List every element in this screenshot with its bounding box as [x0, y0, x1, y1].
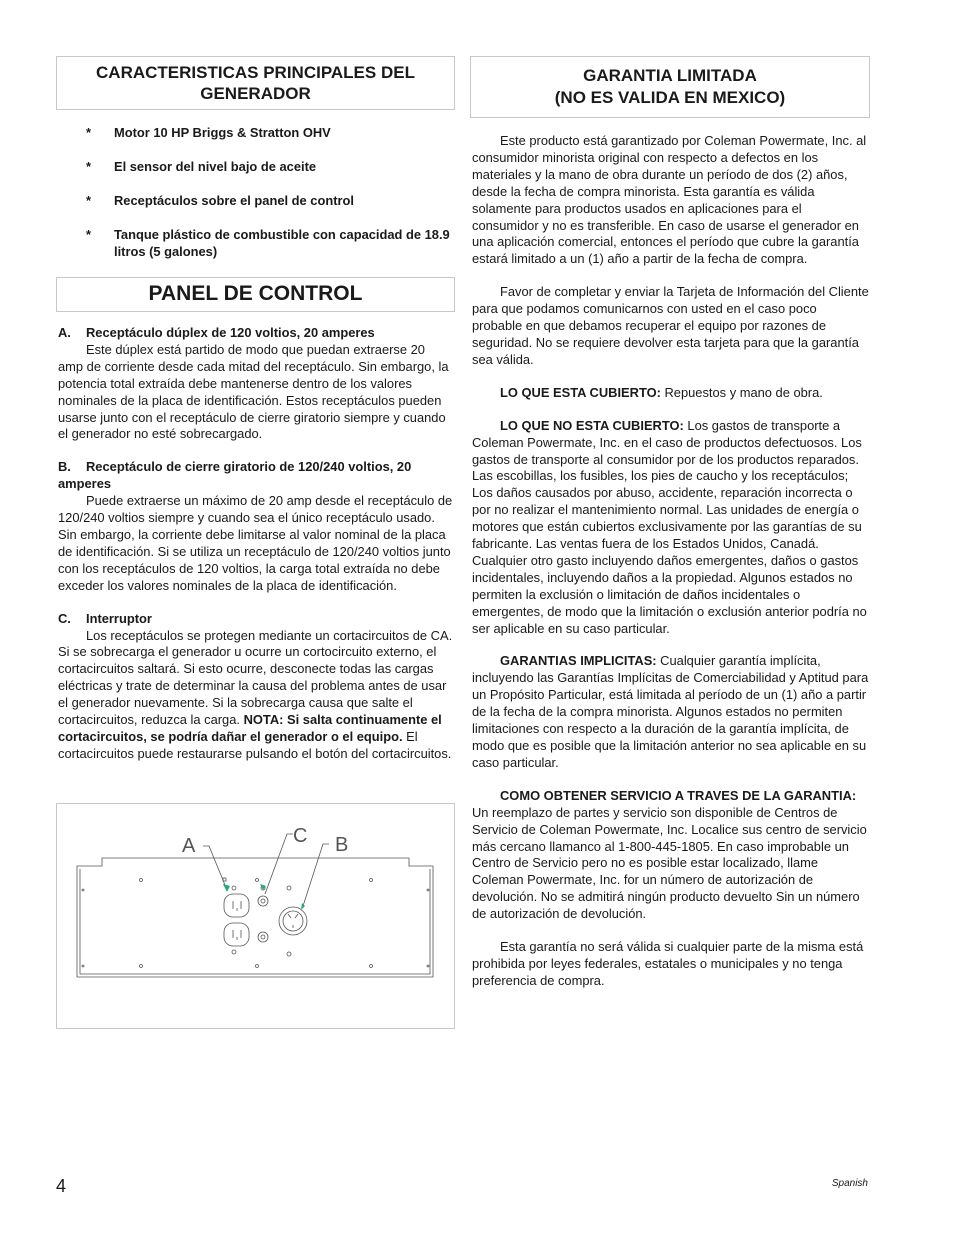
section-b-heading: B. Receptáculo de cierre giratorio de 120/240 voltios, 20 amperes: [58, 459, 412, 492]
control-panel-diagram: [56, 803, 455, 1029]
section-a-heading: A. Receptáculo dúplex de 120 voltios, 20 amperes: [58, 325, 375, 340]
section-b-body: Puede extraerse un máximo de 20 amp desde el receptáculo de 120/240 voltios siempre y cuando sea el único receptáculo usado. Sin embargo, la corriente debe limitarse al valor nominal de la placa de identificación. Si se utiliza un receptáculo de 120/240 voltios junto con los receptáculos de 120 voltios, la carga total extraída no debe exceder los valores nominales de la placa de identificación.: [58, 493, 453, 593]
warranty-paragraph-2: Favor de completar y enviar la Tarjeta de Información del Cliente para que podamos comunicarnos con usted en el caso poco probable en que debamos recuperar el equipo por razones de seguridad. No se requiere devolver esta tarjeta para que la garantía sea válida.: [472, 284, 869, 367]
language-label: Spanish: [831, 1178, 868, 1189]
bullet-mark: *: [86, 193, 92, 208]
bullet-mark: *: [86, 125, 92, 140]
diagram-label-b: B: [335, 834, 349, 856]
warranty-text: [472, 133, 869, 990]
control-panel-drawing: [57, 804, 454, 1028]
feature-item: * Motor 10 HP Briggs & Stratton OHV: [86, 125, 331, 140]
diagram-label-a: A: [182, 835, 196, 857]
features-title-box: [56, 56, 455, 110]
bullet-mark: *: [86, 227, 92, 242]
warranty-title-line-2: (NO ES VALIDA EN MEXICO): [554, 88, 786, 107]
bullet-mark: *: [86, 159, 92, 174]
feature-item: * Receptáculos sobre el panel de control: [86, 193, 354, 208]
warranty-not-covered: LO QUE NO ESTA CUBIERTO: Los gastos de transporte a Coleman Powermate, Inc. en el caso de productos defectuosos. Los gastos de transporte al consumidor por de los productos reparados. Las escobillas, los fusibles, los pies de caucho y los receptáculos; Los daños causados por abuso, accidente, reparación incorrecta o por no realizar el mantenimiento normal. Las unidades de energía o motores que están cubiertos exclusivamente por las garantías de su fabricante. Las ventas fuera de los Estados Unidos, Canadá. Cualquier otro gasto incluyendo daños emergentes, daños o gastos incidentales, incluyendo daños a la propiedad. Algunos estados no permiten la exclusión o limitación de daños incidentales o emergentes, de modo que la limitación o exclusión anterior podría no ser aplicable en su caso particular.: [472, 417, 867, 636]
warranty-title-box: [470, 56, 870, 118]
page-number: 4: [56, 1176, 67, 1196]
feature-item: * El sensor del nivel bajo de aceite: [86, 159, 317, 174]
features-title-line-2: GENERADOR: [200, 84, 311, 103]
section-c-note: NOTA: Si salta continuamente el cortacircuitos, se podría dañar el generador o el equipo.: [58, 712, 442, 744]
warranty-paragraph-1: Este producto está garantizado por Coleman Powermate, Inc. al consumidor minorista original con respecto a defectos en los materiales y la mano de obra durante un período de dos (2) años, desde la fecha de compra minorista. Esta garantía es válida solamente para productos usados en aplicaciones para el consumidor y no es transferible. En caso de usarse el generador en una aplicación comercial, entonces el período que cubre la garantía estará limitado a un (1) año a partir de la fecha de compra.: [472, 133, 867, 267]
features-list: [86, 124, 456, 277]
section-a-body: Este dúplex está partido de modo que puedan extraerse 20 amp de corriente desde cada mitad del receptáculo. Sin embargo, la potencia total extraída debe mantenerse dentro de los valores nominales de la placa de identificación. Estos receptáculos pueden usarse junto con el receptáculo de cierre giratorio siempre y cuando el generador no esté sobrecargado.: [58, 341, 449, 442]
feature-item: * Tanque plástico de combustible con capacidad de 18.9 litros (5 galones): [86, 227, 450, 259]
section-c-heading: C. Interruptor: [58, 610, 152, 626]
left-sections: [58, 325, 453, 763]
warranty-service: COMO OBTENER SERVICIO A TRAVES DE LA GARANTIA: Un reemplazo de partes y servicio son disponible de Centros de Servicio de Coleman Powermate, Inc. Localice sus centro de servicio más cercano llamanco al 1-800-445-1805. En caso improbable un Centro de Servicio pero no es posible estar localizado, llame Coleman Powermate, Inc. for un número de autorización de devolución. No se admitirá ningún producto devuelto Sin un número de autorización de devolución.: [472, 787, 867, 922]
warranty-covered: LO QUE ESTA CUBIERTO: Repuestos y mano de obra.: [500, 384, 823, 400]
features-title-line-1: CARACTERISTICAS PRINCIPALES DEL: [96, 63, 415, 82]
panel-title-box: [56, 277, 455, 312]
section-c-body: Los receptáculos se protegen mediante un cortacircuitos de CA. Si se sobrecarga el generador u ocurre un cortocircuito externo, el cortacircuitos saltará. Si esto ocurre, desconecte todas las cargas eléctricas y trate de determinar la causa del problema antes de usar el generador nuevamente. Si la sobrecarga causa que salte el cortacircuitos, reduzca la carga. NOTA: Si salta continuamente el cortacircuitos, se podría dañar el generador o el equipo. El cortacircuitos puede restaurarse pulsando el botón del cortacircuitos.: [58, 627, 453, 761]
warranty-title-line-1: GARANTIA LIMITADA: [583, 66, 757, 85]
warranty-paragraph-7: Esta garantía no será válida si cualquier parte de la misma está prohibida por leyes federales, estatales o municipales y no tenga preferencia de compra.: [472, 939, 864, 988]
panel-title: PANEL DE CONTROL: [148, 282, 363, 305]
warranty-implied: GARANTIAS IMPLICITAS: Cualquier garantía implícita, incluyendo las Garantías Implícitas de Comerciabilidad y Aptitud para un Propósito Particular, está limitada al período de un (1) año a partir de la fecha de la compra minorista. Algunos estados no permiten limitaciones con respecto a la duración de la garantía implícita, de modo que es posible que la limitación anterior no sea aplicable en su caso particular.: [472, 653, 869, 770]
diagram-label-c: C: [293, 825, 308, 847]
